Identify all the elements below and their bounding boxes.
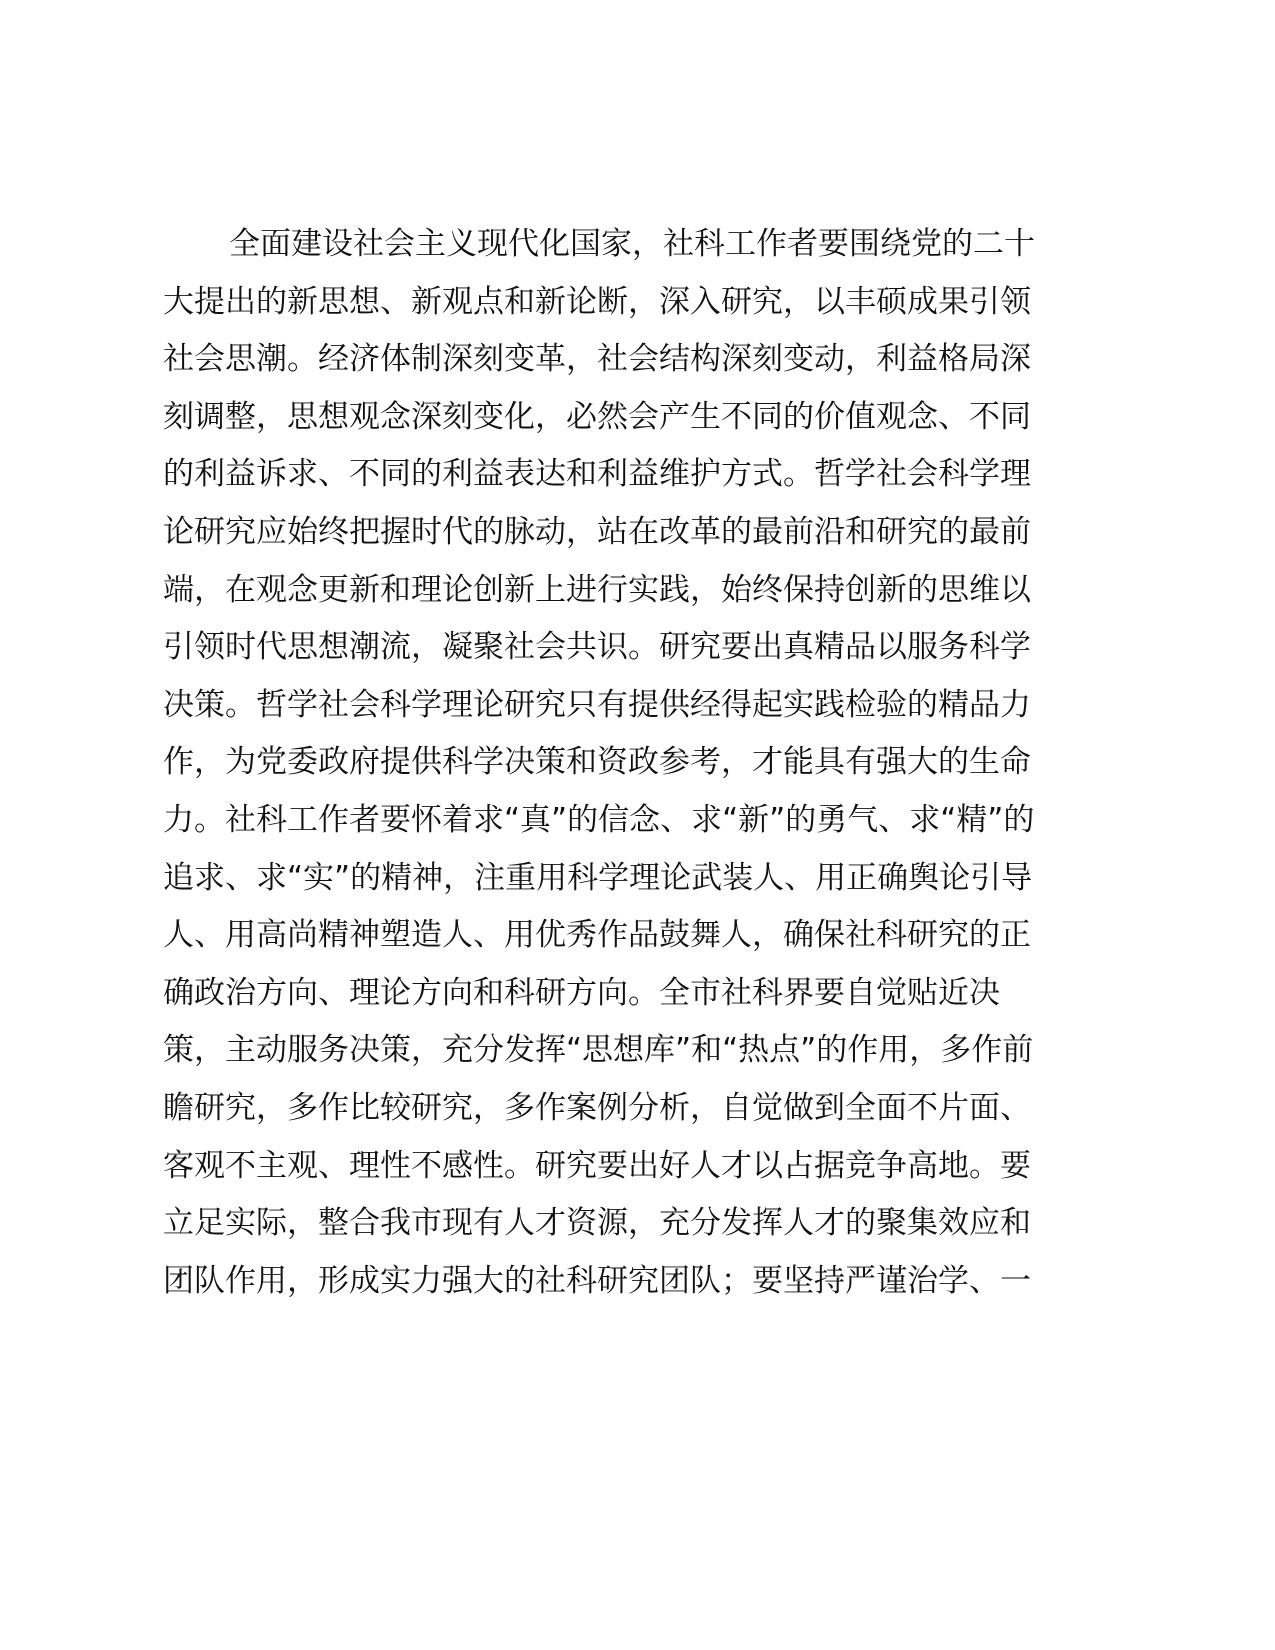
paragraph-line: 决策。哲学社会科学理论研究只有提供经得起实践检验的精品力 [163, 686, 1031, 723]
paragraph-line: 社会思潮。经济体制深刻变革，社会结构深刻变动，利益格局深 [163, 341, 1031, 378]
paragraph-line: 作，为党委政府提供科学决策和资政参考，才能具有强大的生命 [163, 744, 1031, 781]
paragraph-line: 确政治方向、理论方向和科研方向。全市社科界要自觉贴近决 [163, 974, 1000, 1011]
paragraph-line: 论研究应始终把握时代的脉动，站在改革的最前沿和研究的最前 [163, 513, 1031, 550]
paragraph-line: 团队作用，形成实力强大的社科研究团队；要坚持严谨治学、一 [163, 1262, 1031, 1299]
paragraph-line: 立足实际，整合我市现有人才资源，充分发挥人才的聚集效应和 [163, 1205, 1031, 1242]
paragraph-line: 力。社科工作者要怀着求“真”的信念、求“新”的勇气、求“精”的 [163, 801, 1035, 838]
paragraph-line: 追求、求“实”的精神，注重用科学理论武装人、用正确舆论引导 [163, 859, 1033, 896]
paragraph-line: 端，在观念更新和理论创新上进行实践，始终保持创新的思维以 [163, 571, 1031, 608]
paragraph-line: 策，主动服务决策，充分发挥“思想库”和“热点”的作用，多作前 [163, 1032, 1034, 1069]
paragraph-line: 大提出的新思想、新观点和新论断，深入研究，以丰硕成果引领 [163, 283, 1031, 320]
paragraph-line: 引领时代思想潮流，凝聚社会共识。研究要出真精品以服务科学 [163, 629, 1031, 666]
paragraph-line: 全面建设社会主义现代化国家，社科工作者要围绕党的二十 [229, 226, 1035, 262]
paragraph-line: 的利益诉求、不同的利益表达和利益维护方式。哲学社会科学理 [163, 456, 1031, 493]
paragraph-line: 客观不主观、理性不感性。研究要出好人才以占据竞争高地。要 [163, 1147, 1031, 1184]
paragraph-line: 人、用高尚精神塑造人、用优秀作品鼓舞人，确保社科研究的正 [163, 917, 1031, 954]
body-paragraph [163, 216, 1123, 1310]
paragraph-line: 瞻研究，多作比较研究，多作案例分析，自觉做到全面不片面、 [163, 1089, 1031, 1126]
paragraph-line: 刻调整，思想观念深刻变化，必然会产生不同的价值观念、不同 [163, 398, 1031, 435]
